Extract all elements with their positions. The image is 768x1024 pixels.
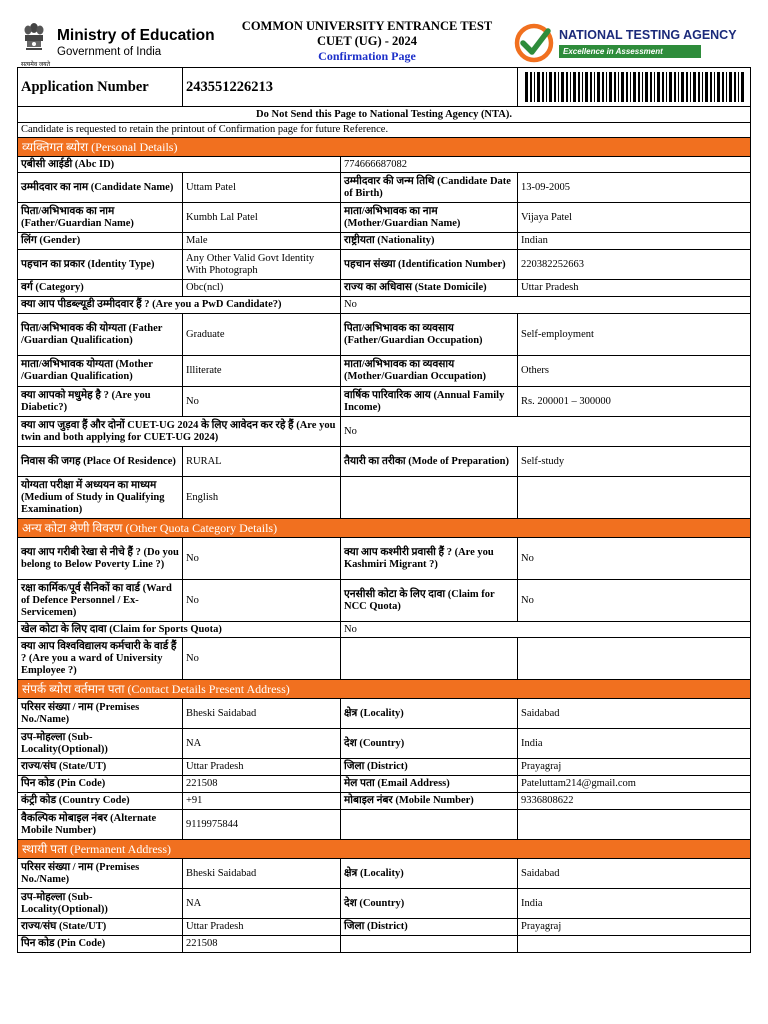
- country-value: India: [518, 729, 751, 759]
- premises-value: Bheski Saidabad: [183, 699, 341, 729]
- checkmark-circle-icon: [514, 23, 554, 63]
- table-row: [18, 157, 751, 173]
- mother-name-label: माता/अभिभावक का नाम (Mother/Guardian Name): [341, 203, 518, 233]
- empty-cell: [518, 936, 751, 953]
- bpl-label: क्या आप गरीबी रेखा से नीचे हैं ? (Do you belong to Below Poverty Line ?): [18, 538, 183, 580]
- application-number-value: 243551226213: [183, 68, 518, 107]
- district-value: Prayagraj: [518, 919, 751, 936]
- state-value: Uttar Pradesh: [183, 759, 341, 776]
- section-permanent-address: [18, 840, 751, 859]
- alternate-mobile-value: 9119975844: [183, 810, 341, 840]
- sports-quota-label: खेल कोटा के लिए दावा (Claim for Sports Quota): [18, 622, 341, 638]
- mother-qualification-label: माता/अभिभावक योग्यता (Mother /Guardian Qualification): [18, 356, 183, 387]
- category-label: वर्ग (Category): [18, 280, 183, 297]
- table-row: [18, 793, 751, 810]
- ministry-title: Ministry of Education: [57, 27, 215, 44]
- premises-label: परिसर संख्या / नाम (Premises No./Name): [18, 699, 183, 729]
- residence-value: RURAL: [183, 447, 341, 477]
- country-code-value: +91: [183, 793, 341, 810]
- table-row: [18, 280, 751, 297]
- table-row: [18, 447, 751, 477]
- dob-label: उम्मीदवार की जन्म तिथि (Candidate Date of Birth): [341, 173, 518, 203]
- table-row: [18, 314, 751, 356]
- nta-logo: [514, 23, 750, 65]
- application-row: [18, 68, 751, 107]
- barcode: [521, 71, 747, 103]
- candidate-name-value: Uttam Patel: [183, 173, 341, 203]
- table-row: [18, 233, 751, 250]
- table-row: [18, 759, 751, 776]
- mother-occupation-value: Others: [518, 356, 751, 387]
- mother-name-value: Vijaya Patel: [518, 203, 751, 233]
- mobile-number-label: मोबाइल नंबर (Mobile Number): [341, 793, 518, 810]
- kashmiri-migrant-value: No: [518, 538, 751, 580]
- medium-of-study-label: योग्यता परीक्षा में अध्ययन का माध्यम (Medium of Study in Qualifying Examination): [18, 477, 183, 519]
- table-row: [18, 699, 751, 729]
- category-value: Obc(ncl): [183, 280, 341, 297]
- table-row: [18, 417, 751, 447]
- barcode-cell: [518, 68, 751, 107]
- table-row: [18, 889, 751, 919]
- district-label: जिला (District): [341, 759, 518, 776]
- dob-value: 13-09-2005: [518, 173, 751, 203]
- table-row: [18, 538, 751, 580]
- state-label: राज्य/संघ (State/UT): [18, 759, 183, 776]
- sub-locality-label: उप-मोहल्ला (Sub-Locality(Optional)): [18, 889, 183, 919]
- preparation-mode-label: तैयारी का तरीका (Mode of Preparation): [341, 447, 518, 477]
- emblem-caption: सत्यमेव जयते: [21, 62, 51, 68]
- district-label: जिला (District): [341, 919, 518, 936]
- state-value: Uttar Pradesh: [183, 919, 341, 936]
- empty-cell: [518, 477, 751, 519]
- retain-note: Candidate is requested to retain the printout of Confirmation page for future Reference.: [18, 123, 751, 138]
- national-emblem-icon: [21, 21, 47, 57]
- ncc-quota-label: एनसीसी कोटा के लिए दावा (Claim for NCC Quota): [341, 580, 518, 622]
- exam-subtitle: CUET (UG) - 2024: [316, 34, 418, 48]
- kashmiri-migrant-label: क्या आप कश्मीरी प्रवासी हैं ? (Are you Kashmiri Migrant ?): [341, 538, 518, 580]
- agency-tagline: Excellence in Assessment: [559, 45, 701, 58]
- exam-title-block: [217, 19, 517, 64]
- country-code-label: कंट्री कोड (Country Code): [18, 793, 183, 810]
- father-name-label: पिता/अभिभावक का नाम (Father/Guardian Name): [18, 203, 183, 233]
- family-income-value: Rs. 200001 – 300000: [518, 387, 751, 417]
- state-label: राज्य/संघ (State/UT): [18, 919, 183, 936]
- email-label: मेल पता (Email Address): [341, 776, 518, 793]
- table-row: [18, 477, 751, 519]
- father-occupation-label: पिता/अभिभावक का व्यवसाय (Father/Guardian Occupation): [341, 314, 518, 356]
- page-type-label: Confirmation Page: [318, 49, 416, 63]
- confirmation-page: [17, 13, 750, 953]
- diabetic-value: No: [183, 387, 341, 417]
- domicile-value: Uttar Pradesh: [518, 280, 751, 297]
- father-name-value: Kumbh Lal Patel: [183, 203, 341, 233]
- section-heading: अन्य कोटा श्रेणी विवरण (Other Quota Category Details): [18, 519, 751, 538]
- agency-name: NATIONAL TESTING AGENCY: [559, 28, 737, 42]
- confirmation-table: [17, 67, 751, 953]
- table-row: [18, 297, 751, 314]
- section-heading: स्थायी पता (Permanent Address): [18, 840, 751, 859]
- country-label: देश (Country): [341, 889, 518, 919]
- family-income-label: वार्षिक पारिवारिक आय (Annual Family Income): [341, 387, 518, 417]
- table-row: [18, 776, 751, 793]
- domicile-label: राज्य का अधिवास (State Domicile): [341, 280, 518, 297]
- premises-value: Bheski Saidabad: [183, 859, 341, 889]
- district-value: Prayagraj: [518, 759, 751, 776]
- locality-label: क्षेत्र (Locality): [341, 699, 518, 729]
- empty-cell: [341, 477, 518, 519]
- section-heading: व्यक्तिगत ब्योरा (Personal Details): [18, 138, 751, 157]
- nationality-label: राष्ट्रीयता (Nationality): [341, 233, 518, 250]
- empty-cell: [518, 638, 751, 680]
- sports-quota-value: No: [341, 622, 751, 638]
- notice-text: Do Not Send this Page to National Testing Agency (NTA).: [18, 107, 751, 123]
- country-label: देश (Country): [341, 729, 518, 759]
- ncc-quota-value: No: [518, 580, 751, 622]
- table-row: [18, 387, 751, 417]
- identity-type-label: पहचान का प्रकार (Identity Type): [18, 250, 183, 280]
- identification-number-value: 220382252663: [518, 250, 751, 280]
- table-row: [18, 859, 751, 889]
- sub-locality-label: उप-मोहल्ला (Sub-Locality(Optional)): [18, 729, 183, 759]
- father-qualification-label: पिता/अभिभावक की योग्यता (Father /Guardian Qualification): [18, 314, 183, 356]
- father-qualification-value: Graduate: [183, 314, 341, 356]
- ministry-logo: [21, 15, 215, 68]
- twin-label: क्या आप जुड़वा हैं और दोनों CUET-UG 2024 के लिए आवेदन कर रहे हैं (Are you twin and both applying for CUET-UG 2024): [18, 417, 341, 447]
- identity-type-value: Any Other Valid Govt Identity With Photograph: [183, 250, 341, 280]
- pwd-label: क्या आप पीडब्ल्यूडी उम्मीदवार हैं ? (Are you a PwD Candidate?): [18, 297, 341, 314]
- locality-value: Saidabad: [518, 699, 751, 729]
- section-other-quota: [18, 519, 751, 538]
- country-value: India: [518, 889, 751, 919]
- section-personal-details: [18, 138, 751, 157]
- identification-number-label: पहचान संख्या (Identification Number): [341, 250, 518, 280]
- pin-code-value: 221508: [183, 776, 341, 793]
- notice-row: [18, 107, 751, 123]
- defence-ward-value: No: [183, 580, 341, 622]
- candidate-name-label: उम्मीदवार का नाम (Candidate Name): [18, 173, 183, 203]
- table-row: [18, 622, 751, 638]
- table-row: [18, 936, 751, 953]
- premises-label: परिसर संख्या / नाम (Premises No./Name): [18, 859, 183, 889]
- sub-locality-value: NA: [183, 729, 341, 759]
- table-row: [18, 173, 751, 203]
- locality-value: Saidabad: [518, 859, 751, 889]
- medium-of-study-value: English: [183, 477, 341, 519]
- nationality-value: Indian: [518, 233, 751, 250]
- sub-locality-value: NA: [183, 889, 341, 919]
- university-ward-label: क्या आप विश्वविद्यालय कर्मचारी के वार्ड हैं ? (Are you a ward of University Employee ?): [18, 638, 183, 680]
- gender-value: Male: [183, 233, 341, 250]
- retain-row: [18, 123, 751, 138]
- father-occupation-value: Self-employment: [518, 314, 751, 356]
- mother-occupation-label: माता/अभिभावक का व्यवसाय (Mother/Guardian Occupation): [341, 356, 518, 387]
- mobile-number-value: 9336808622: [518, 793, 751, 810]
- mother-qualification-value: Illiterate: [183, 356, 341, 387]
- defence-ward-label: रक्षा कार्मिक/पूर्व सैनिकों का वार्ड (Ward of Defence Personnel / Ex-Servicemen): [18, 580, 183, 622]
- table-row: [18, 638, 751, 680]
- table-row: [18, 729, 751, 759]
- abc-id-value: 774666687082: [341, 157, 751, 173]
- email-value: Pateluttam214@gmail.com: [518, 776, 751, 793]
- table-row: [18, 919, 751, 936]
- alternate-mobile-label: वैकल्पिक मोबाइल नंबर (Alternate Mobile Number): [18, 810, 183, 840]
- diabetic-label: क्या आपको मधुमेह है ? (Are you Diabetic?): [18, 387, 183, 417]
- twin-value: No: [341, 417, 751, 447]
- empty-cell: [341, 810, 518, 840]
- abc-id-label: एबीसी आईडी (Abc ID): [18, 157, 341, 173]
- section-present-address: [18, 680, 751, 699]
- pwd-value: No: [341, 297, 751, 314]
- empty-cell: [341, 936, 518, 953]
- table-row: [18, 203, 751, 233]
- pin-code-label: पिन कोड (Pin Code): [18, 776, 183, 793]
- university-ward-value: No: [183, 638, 341, 680]
- gender-label: लिंग (Gender): [18, 233, 183, 250]
- locality-label: क्षेत्र (Locality): [341, 859, 518, 889]
- section-heading: संपर्क ब्योरा वर्तमान पता (Contact Details Present Address): [18, 680, 751, 699]
- preparation-mode-value: Self-study: [518, 447, 751, 477]
- empty-cell: [518, 810, 751, 840]
- ministry-subtitle: Government of India: [57, 46, 162, 58]
- table-row: [18, 356, 751, 387]
- table-row: [18, 580, 751, 622]
- bpl-value: No: [183, 538, 341, 580]
- table-row: [18, 810, 751, 840]
- page-header: [17, 13, 750, 67]
- pin-code-value: 221508: [183, 936, 341, 953]
- empty-cell: [341, 638, 518, 680]
- table-row: [18, 250, 751, 280]
- pin-code-label: पिन कोड (Pin Code): [18, 936, 183, 953]
- application-number-label: Application Number: [18, 68, 183, 107]
- residence-label: निवास की जगह (Place Of Residence): [18, 447, 183, 477]
- exam-title: COMMON UNIVERSITY ENTRANCE TEST: [241, 19, 493, 33]
